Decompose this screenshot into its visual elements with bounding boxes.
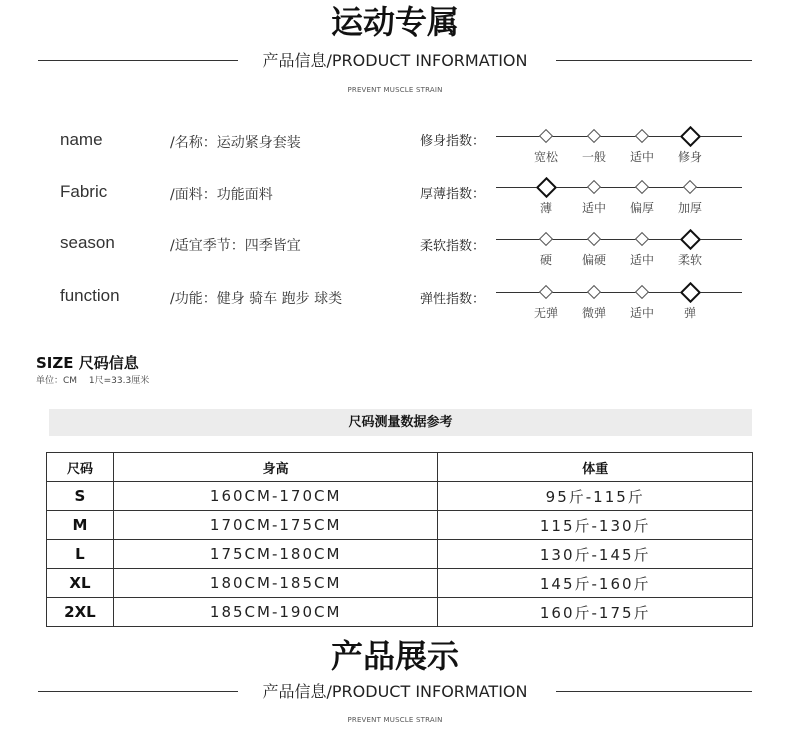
height-cell: 175CM-180CM — [113, 540, 438, 569]
diamond-icon — [635, 129, 649, 143]
scale-option-label: 加厚 — [677, 201, 702, 215]
scale-option-label: 微弹 — [581, 306, 606, 320]
scale-line — [496, 292, 742, 293]
diamond-icon — [587, 129, 601, 143]
section-title: 运动专属 — [330, 3, 459, 41]
index-label-fit: 修身指数： — [420, 134, 486, 149]
index-label-elasticity: 弹性指数： — [420, 292, 486, 307]
attr-key-function: function — [60, 286, 120, 305]
attr-key-fabric: Fabric — [60, 182, 108, 201]
table-row — [47, 540, 753, 569]
table-row — [47, 569, 753, 598]
table-row — [47, 482, 753, 511]
height-cell: 185CM-190CM — [113, 598, 438, 627]
scale-option-label: 弹 — [683, 306, 696, 320]
weight-cell: 145斤-160斤 — [438, 569, 753, 598]
scale-option-label: 宽松 — [533, 150, 558, 164]
scale-option-label: 薄 — [539, 201, 552, 215]
scale-option-label: 一般 — [581, 150, 606, 164]
height-cell: 160CM-170CM — [113, 482, 438, 511]
section-tagline: PREVENT MUSCLE STRAIN — [347, 86, 443, 94]
index-scale-fit — [496, 126, 742, 168]
scale-option-label: 适中 — [629, 253, 654, 267]
scale-option-label: 无弹 — [533, 306, 558, 320]
index-scale-elasticity — [496, 282, 742, 324]
attr-key-season: season — [60, 233, 115, 252]
scale-option-label: 偏厚 — [629, 201, 654, 215]
section-subtitle-row — [0, 49, 790, 73]
scale-line — [496, 187, 742, 188]
diamond-selected-icon — [680, 126, 701, 147]
table-row — [47, 598, 753, 627]
divider-right — [556, 691, 752, 692]
attr-value-season: /适宜季节：四季皆宜 — [170, 238, 301, 254]
section-subtitle: 产品信息/PRODUCT INFORMATION — [262, 51, 528, 70]
size-title: SIZE 尺码信息 — [36, 354, 139, 372]
attr-value-fabric: /面料：功能面料 — [170, 187, 273, 203]
index-scale-thickness — [496, 177, 742, 219]
diamond-icon — [635, 285, 649, 299]
diamond-icon — [587, 232, 601, 246]
size-cell: M — [47, 511, 114, 540]
scale-option-label: 硬 — [539, 253, 552, 267]
table-header-row — [47, 453, 753, 482]
diamond-icon — [587, 285, 601, 299]
index-label-thickness: 厚薄指数： — [420, 187, 486, 202]
section-subtitle: 产品信息/PRODUCT INFORMATION — [262, 682, 528, 701]
size-cell: S — [47, 482, 114, 511]
table-row — [47, 511, 753, 540]
section-subtitle-row — [0, 680, 790, 704]
section-tagline: PREVENT MUSCLE STRAIN — [347, 716, 443, 724]
scale-option-label: 适中 — [581, 201, 606, 215]
attr-value-name: /名称：运动紧身套装 — [170, 135, 301, 151]
diamond-icon — [539, 129, 553, 143]
weight-cell: 160斤-175斤 — [438, 598, 753, 627]
header-size: 尺码 — [47, 453, 114, 482]
scale-option-label: 偏硬 — [581, 253, 606, 267]
scale-option-label: 适中 — [629, 306, 654, 320]
diamond-selected-icon — [680, 282, 701, 303]
scale-line — [496, 136, 742, 137]
scale-line — [496, 239, 742, 240]
index-scale-softness — [496, 229, 742, 271]
weight-cell: 95斤-115斤 — [438, 482, 753, 511]
diamond-icon — [635, 180, 649, 194]
scale-option-label: 适中 — [629, 150, 654, 164]
height-cell: 170CM-175CM — [113, 511, 438, 540]
attr-key-name: name — [60, 130, 103, 149]
diamond-icon — [635, 232, 649, 246]
diamond-icon — [539, 232, 553, 246]
size-cell: L — [47, 540, 114, 569]
height-cell: 180CM-185CM — [113, 569, 438, 598]
index-label-softness: 柔软指数： — [420, 239, 486, 254]
size-cell: 2XL — [47, 598, 114, 627]
size-table — [46, 452, 753, 627]
diamond-icon — [539, 285, 553, 299]
section-title-showcase: 产品展示 — [330, 637, 459, 675]
size-reference-title: 尺码测量数据参考 — [49, 409, 752, 436]
header-height: 身高 — [113, 453, 438, 482]
size-unit-note: 单位：CM 1尺=33.3厘米 — [36, 376, 150, 386]
diamond-icon — [683, 180, 697, 194]
diamond-selected-icon — [680, 229, 701, 250]
scale-option-label: 修身 — [677, 150, 702, 164]
scale-option-label: 柔软 — [677, 253, 702, 267]
size-cell: XL — [47, 569, 114, 598]
weight-cell: 130斤-145斤 — [438, 540, 753, 569]
attr-value-function: /功能：健身 骑车 跑步 球类 — [170, 291, 343, 307]
diamond-icon — [587, 180, 601, 194]
weight-cell: 115斤-130斤 — [438, 511, 753, 540]
header-weight: 体重 — [438, 453, 753, 482]
divider-right — [556, 60, 752, 61]
diamond-selected-icon — [536, 177, 557, 198]
